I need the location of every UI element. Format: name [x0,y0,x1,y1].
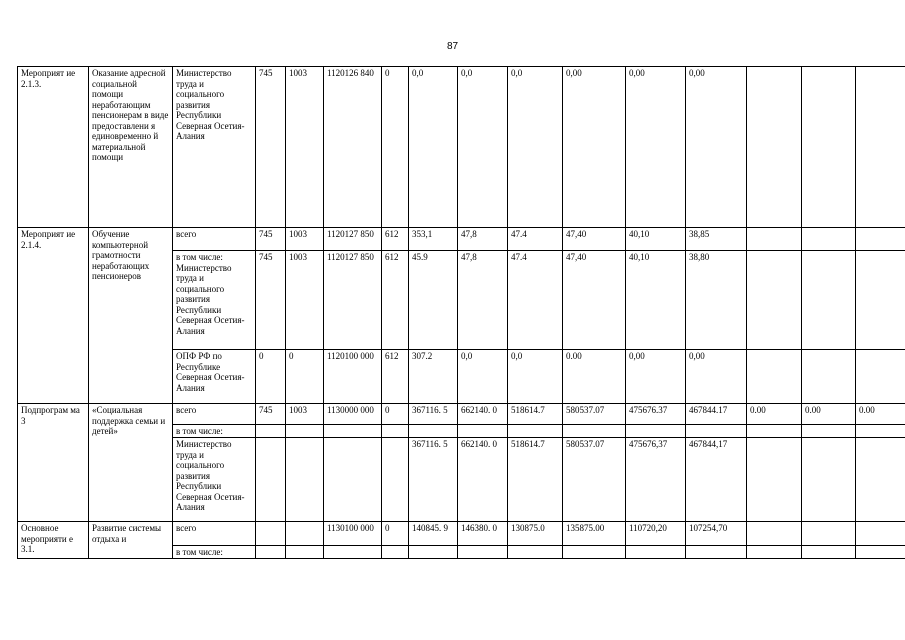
value-cell [802,251,856,350]
value-cell [856,67,905,228]
csr-cell [324,438,382,522]
executor-cell: в том числе: [173,425,256,438]
rzpr-cell: 1003 [286,67,324,228]
csr-cell: 1120126 840 [324,67,382,228]
value-cell: 0.00 [856,404,905,425]
csr-cell: 1120127 850 [324,228,382,251]
value-cell: 0,0 [458,350,508,404]
value-cell: 367116. 5 [409,438,458,522]
executor-cell: всего [173,228,256,251]
value-cell [747,228,802,251]
value-cell [626,425,686,438]
value-cell [458,425,508,438]
vr-cell: 612 [382,228,409,251]
value-cell [747,350,802,404]
csr-cell [324,425,382,438]
vr-cell: 0 [382,522,409,546]
value-cell: 0.00 [802,404,856,425]
grbs-cell [256,522,286,546]
executor-cell: в том числе: Министерство труда и социального развития Республики Северная Осетия-Алания [173,251,256,350]
activity-name-cell: Мероприят ие 2.1.3. [18,67,89,228]
value-cell [508,425,563,438]
value-cell [802,425,856,438]
vr-cell: 612 [382,251,409,350]
table-row [18,228,905,251]
rzpr-cell: 0 [286,350,324,404]
executor-cell: всего [173,522,256,546]
value-cell [409,425,458,438]
value-cell [802,67,856,228]
value-cell [802,522,856,546]
value-cell: 662140. 0 [458,438,508,522]
value-cell: 0.00 [563,350,626,404]
grbs-cell [256,425,286,438]
csr-cell: 1120100 000 [324,350,382,404]
value-cell: 475676.37 [626,404,686,425]
value-cell: 40,10 [626,251,686,350]
grbs-cell: 745 [256,251,286,350]
rzpr-cell [286,522,324,546]
executor-cell: Министерство труда и социального развития Республики Северная Осетия-Алания [173,67,256,228]
value-cell [626,546,686,559]
value-cell [747,425,802,438]
executor-cell: ОПФ РФ по Республике Северная Осетия-Алания [173,350,256,404]
value-cell [856,438,905,522]
value-cell: 467844,17 [686,438,747,522]
rzpr-cell: 1003 [286,404,324,425]
value-cell: 580537.07 [563,404,626,425]
value-cell [747,522,802,546]
value-cell: 47,40 [563,251,626,350]
value-cell [458,546,508,559]
csr-cell: 1130100 000 [324,522,382,546]
value-cell [747,546,802,559]
value-cell: 47.4 [508,228,563,251]
value-cell: 467844.17 [686,404,747,425]
vr-cell: 0 [382,404,409,425]
value-cell: 130875.0 [508,522,563,546]
value-cell: 580537.07 [563,438,626,522]
value-cell: 47,8 [458,228,508,251]
value-cell: 0,0 [458,67,508,228]
grbs-cell: 745 [256,228,286,251]
value-cell: 475676,37 [626,438,686,522]
value-cell [802,546,856,559]
value-cell [747,67,802,228]
value-cell: 146380. 0 [458,522,508,546]
rzpr-cell [286,438,324,522]
value-cell [508,546,563,559]
value-cell [856,350,905,404]
value-cell: 45.9 [409,251,458,350]
value-cell: 38,85 [686,228,747,251]
value-cell: 0,0 [508,67,563,228]
value-cell [747,251,802,350]
value-cell: 107254,70 [686,522,747,546]
activity-description-cell: Обучение компьютерной грамотности неработающих пенсионеров [89,228,173,404]
value-cell: 0,00 [626,67,686,228]
value-cell [563,425,626,438]
value-cell: 353,1 [409,228,458,251]
grbs-cell: 0 [256,350,286,404]
value-cell: 307.2 [409,350,458,404]
activity-name-cell: Подпрограм ма 3 [18,404,89,522]
value-cell [856,425,905,438]
value-cell: 0,0 [409,67,458,228]
vr-cell: 612 [382,350,409,404]
value-cell: 0,00 [686,350,747,404]
rzpr-cell [286,546,324,559]
value-cell [856,251,905,350]
table-row [18,522,905,546]
grbs-cell [256,438,286,522]
value-cell: 0,00 [626,350,686,404]
executor-cell: всего [173,404,256,425]
value-cell: 47,40 [563,228,626,251]
grbs-cell: 745 [256,67,286,228]
value-cell [802,350,856,404]
table-row [18,404,905,425]
page-number: 87 [446,41,459,52]
activity-description-cell: Развитие системы отдыха и [89,522,173,559]
activity-description-cell: Оказание адресной социальной помощи неработающим пенсионерам в виде предоставлени я единовременно й материальной помощи [89,67,173,228]
value-cell: 0,00 [686,67,747,228]
value-cell: 135875.00 [563,522,626,546]
value-cell: 0,00 [563,67,626,228]
value-cell: 0.00 [747,404,802,425]
value-cell: 662140. 0 [458,404,508,425]
value-cell [856,228,905,251]
csr-cell [324,546,382,559]
value-cell: 367116. 5 [409,404,458,425]
table-row [18,67,905,228]
activity-name-cell: Основное мероприяти е 3.1. [18,522,89,559]
executor-cell: в том числе: [173,546,256,559]
budget-table [17,66,905,559]
vr-cell [382,546,409,559]
activity-name-cell: Мероприят ие 2.1.4. [18,228,89,404]
rzpr-cell: 1003 [286,228,324,251]
vr-cell [382,438,409,522]
rzpr-cell [286,425,324,438]
value-cell [856,522,905,546]
activity-description-cell: «Социальная поддержка семьи и детей» [89,404,173,522]
vr-cell: 0 [382,67,409,228]
executor-cell: Министерство труда и социального развития Республики Северная Осетия-Алания [173,438,256,522]
value-cell [686,425,747,438]
grbs-cell [256,546,286,559]
value-cell: 110720,20 [626,522,686,546]
value-cell [802,438,856,522]
csr-cell: 1120127 850 [324,251,382,350]
value-cell [747,438,802,522]
value-cell: 518614.7 [508,404,563,425]
vr-cell [382,425,409,438]
value-cell: 0,0 [508,350,563,404]
value-cell [802,228,856,251]
value-cell: 518614.7 [508,438,563,522]
value-cell: 140845. 9 [409,522,458,546]
rzpr-cell: 1003 [286,251,324,350]
value-cell [686,546,747,559]
value-cell: 47,8 [458,251,508,350]
value-cell: 40,10 [626,228,686,251]
value-cell: 47.4 [508,251,563,350]
value-cell [409,546,458,559]
csr-cell: 1130000 000 [324,404,382,425]
value-cell [856,546,905,559]
value-cell: 38,80 [686,251,747,350]
value-cell [563,546,626,559]
grbs-cell: 745 [256,404,286,425]
